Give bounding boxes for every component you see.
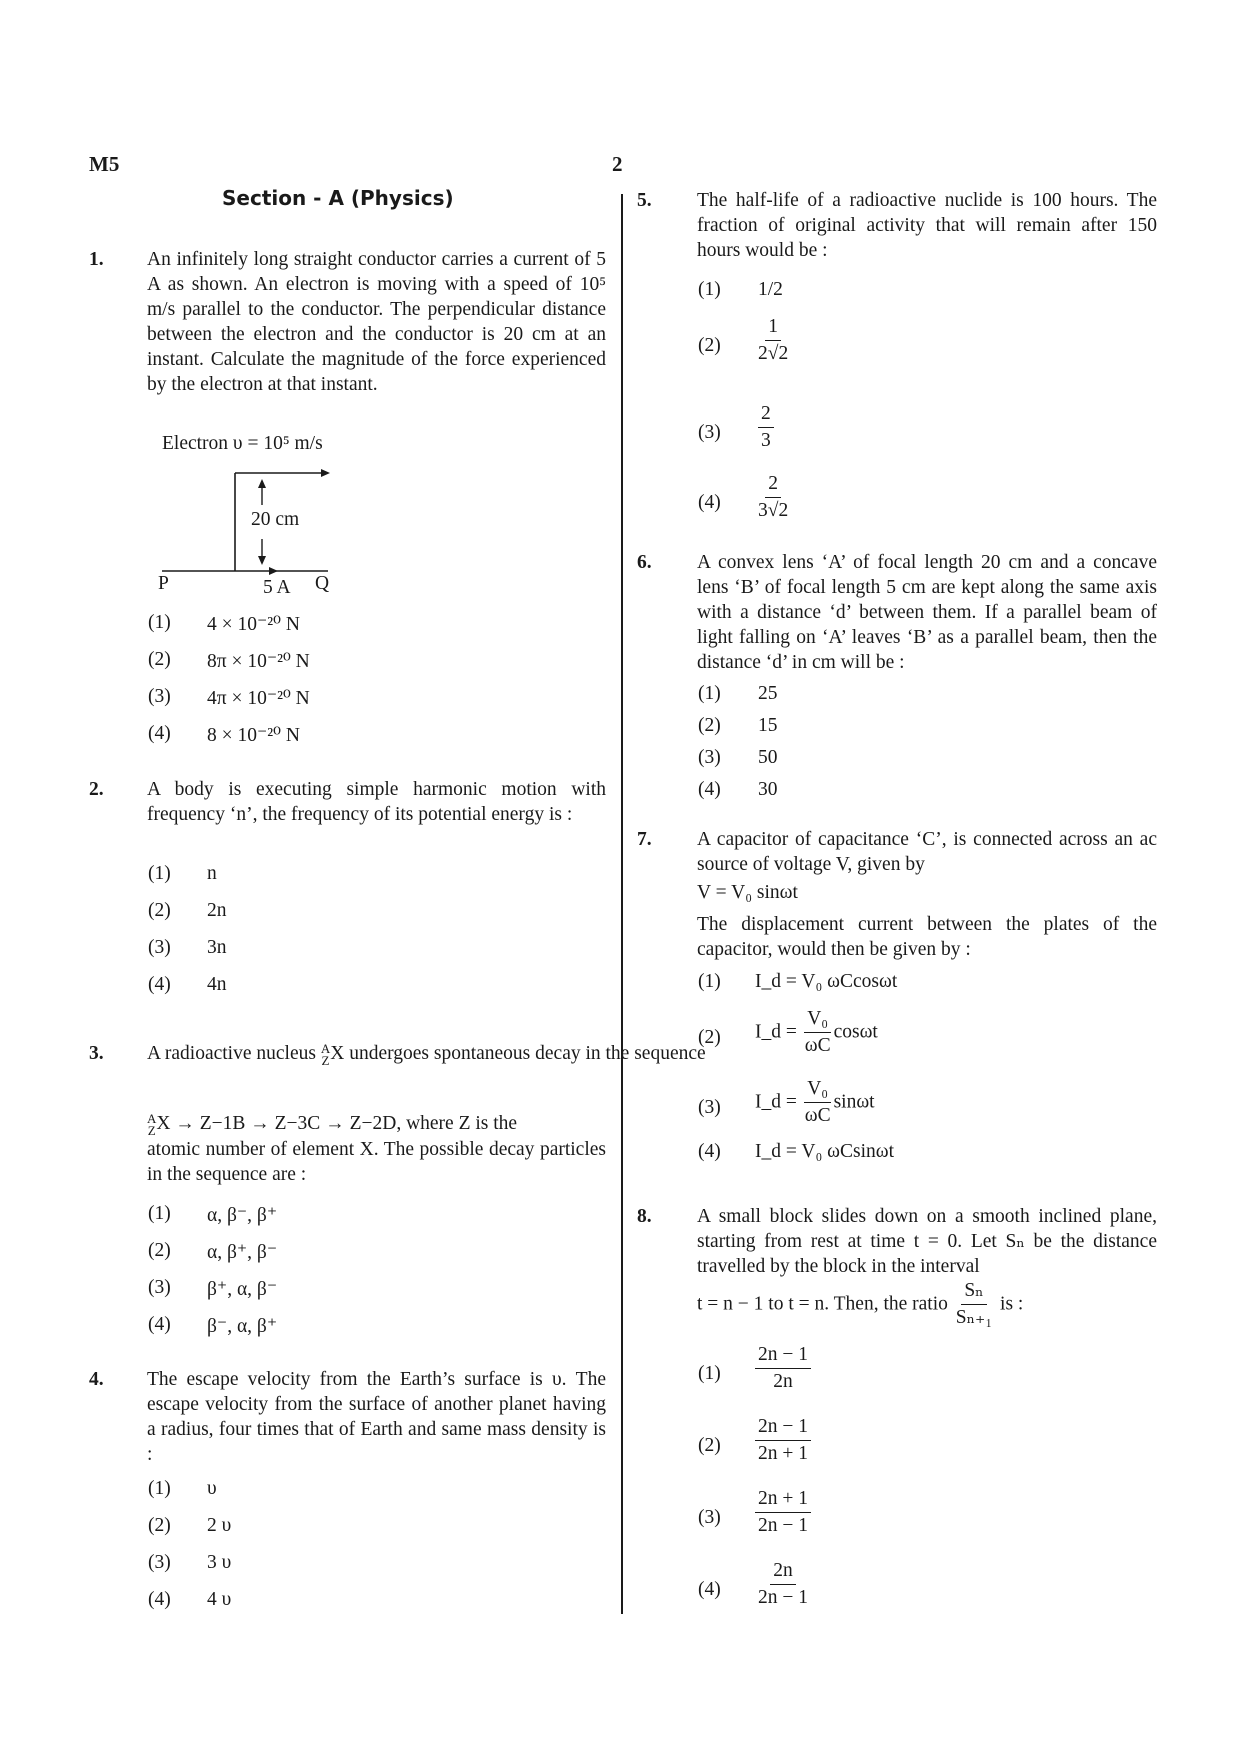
option-number: (3) (148, 1552, 171, 1573)
decay-sequence: A Z X → Z−1B → Z−3C → Z−2D, where Z is the (147, 1110, 518, 1138)
option-value: 25 (758, 683, 778, 704)
paper-code: M5 (89, 152, 120, 176)
option-value: 3n (207, 937, 227, 958)
option-number: (4) (698, 492, 721, 513)
option-value: 2 υ (207, 1515, 232, 1536)
option-fraction: $\frac{1}{2√2}$ (758, 316, 789, 365)
option-value: β⁺, α, β⁻ (207, 1279, 278, 1300)
option-fraction: $\frac{2n - 1}{2n + 1}$ (755, 1416, 811, 1466)
option-value: 1/2 (758, 279, 783, 300)
option-number: (3) (148, 937, 171, 958)
option-number: (3) (698, 1097, 721, 1118)
option-number: (2) (148, 1240, 171, 1261)
question-number: 1. (89, 249, 104, 270)
option-number: (1) (148, 863, 171, 884)
option-number: (2) (698, 1435, 721, 1456)
option-number: (2) (698, 715, 721, 736)
option-number: (4) (698, 1141, 721, 1162)
current-wire-diagram (150, 433, 390, 603)
option-number: (2) (148, 900, 171, 921)
question-number: 8. (637, 1206, 652, 1227)
option-value: α, β⁺, β⁻ (207, 1242, 278, 1263)
question-number: 7. (637, 829, 652, 850)
option-number: (2) (698, 335, 721, 356)
option-value: 4π × 10⁻²⁰ N (207, 688, 310, 709)
option-number: (1) (148, 612, 171, 633)
option-value: 4n (207, 974, 227, 995)
option-number: (4) (148, 1314, 171, 1335)
question-text: A convex lens ‘A’ of focal length 20 cm and a concave lens ‘B’ of focal length 5 cm are kept along the same axis with a distance ‘d’ between them. If a parallel beam of light falling on ‘A’ leaves ‘B’ as a parallel beam, then the distance ‘d’ in cm will be : (697, 552, 1157, 673)
question-text: The displacement current between the plates of the capacitor, would then be given by : (697, 914, 1157, 960)
point-q-label: Q (315, 573, 330, 594)
option-number: (2) (698, 1027, 721, 1048)
option-number: (4) (698, 1579, 721, 1600)
question-text: A capacitor of capacitance ‘C’, is connected across an ac source of voltage V, given by (697, 829, 1157, 875)
option-fraction: I_d = $\frac{\text{V₀}}{\omega C}$ cosωt (755, 1008, 878, 1057)
option-value: 2n (207, 900, 227, 921)
option-number: (3) (148, 686, 171, 707)
option-number: (4) (698, 779, 721, 800)
option-fraction: $\frac{2n}{2n - 1}$ (758, 1560, 808, 1609)
option-value: α, β⁻, β⁺ (207, 1205, 278, 1226)
option-fraction: $\frac{2}{3}$ (758, 403, 774, 453)
point-p-label: P (158, 573, 169, 594)
question-text: atomic number of element X. The possible decay particles in the sequence are : (147, 1139, 606, 1185)
option-number: (4) (148, 723, 171, 744)
question-text: An infinitely long straight conductor carries a current of 5 A as shown. An electron is moving with a speed of 10⁵ m/s parallel to the conductor. The perpendicular distance between the electron and the conductor is 20 cm at an instant. Calculate the magnitude of the force experienced by the electron at that instant. (147, 249, 606, 395)
voltage-equation: V = V₀ sinωt (697, 882, 798, 903)
option-value: I_d = V₀ ωCcosωt (755, 971, 898, 992)
option-number: (1) (698, 1363, 721, 1384)
option-fraction: $\frac{2n - 1}{2n}$ (755, 1344, 811, 1394)
option-value: 4 × 10⁻²⁰ N (207, 614, 300, 635)
option-number: (2) (148, 649, 171, 670)
option-value: 30 (758, 779, 778, 800)
electron-label: Electron υ = 10⁵ m/s (162, 433, 323, 454)
option-number: (1) (698, 279, 721, 300)
option-value: n (207, 863, 217, 884)
option-number: (3) (698, 1507, 721, 1528)
question-text: The escape velocity from the Earth’s surface is υ. The escape velocity from the surface of another planet having a radius, four times that of Earth and same mass density is : (147, 1369, 606, 1465)
option-number: (1) (148, 1478, 171, 1499)
distance-label: 20 cm (251, 509, 300, 530)
option-number: (3) (698, 422, 721, 443)
option-number: (3) (148, 1277, 171, 1298)
option-value: 50 (758, 747, 778, 768)
option-fraction: I_d = $\frac{\text{V₀}}{\omega C}$ sinωt (755, 1078, 875, 1127)
option-number: (2) (148, 1515, 171, 1536)
option-fraction: $\frac{2n + 1}{2n - 1}$ (755, 1488, 811, 1538)
question-number: 4. (89, 1369, 104, 1390)
option-number: (1) (698, 683, 721, 704)
option-value: υ (207, 1478, 217, 1499)
option-value: β⁻, α, β⁺ (207, 1316, 278, 1337)
option-number: (4) (148, 1589, 171, 1610)
question-number: 5. (637, 190, 652, 211)
ratio-expression: t = n − 1 to t = n. Then, the ratio $\frac{\text{Sₙ}}{\text{Sₙ₊₁}}$ is : (697, 1280, 1024, 1329)
question-text: A small block slides down on a smooth inclined plane, starting from rest at time t = 0. Let Sₙ be the distance travelled by the block in the interval (697, 1206, 1157, 1277)
option-number: (1) (698, 971, 721, 992)
question-text: A body is executing simple harmonic motion with frequency ‘n’, the frequency of its potential energy is : (147, 779, 606, 825)
option-value: 8π × 10⁻²⁰ N (207, 651, 310, 672)
option-value: I_d = V₀ ωCsinωt (755, 1141, 894, 1162)
page-number: 2 (612, 152, 623, 176)
option-number: (3) (698, 747, 721, 768)
option-number: (1) (148, 1203, 171, 1224)
section-title: Section - A (Physics) (222, 186, 454, 210)
question-text: The half-life of a radioactive nuclide is 100 hours. The fraction of original activity that will remain after 150 hours would be : (697, 190, 1157, 261)
option-value: 15 (758, 715, 778, 736)
option-fraction: $\frac{2}{3√2}$ (758, 473, 789, 522)
current-label: 5 A (263, 577, 291, 598)
question-number: 6. (637, 552, 652, 573)
question-number: 2. (89, 779, 104, 800)
option-value: 3 υ (207, 1552, 232, 1573)
option-value: 8 × 10⁻²⁰ N (207, 725, 300, 746)
column-divider (621, 194, 623, 1614)
option-number: (4) (148, 974, 171, 995)
question-text: A radioactive nucleus A Z X undergoes spontaneous decay in the sequence (147, 1040, 706, 1068)
option-value: 4 υ (207, 1589, 232, 1610)
question-number: 3. (89, 1043, 104, 1064)
